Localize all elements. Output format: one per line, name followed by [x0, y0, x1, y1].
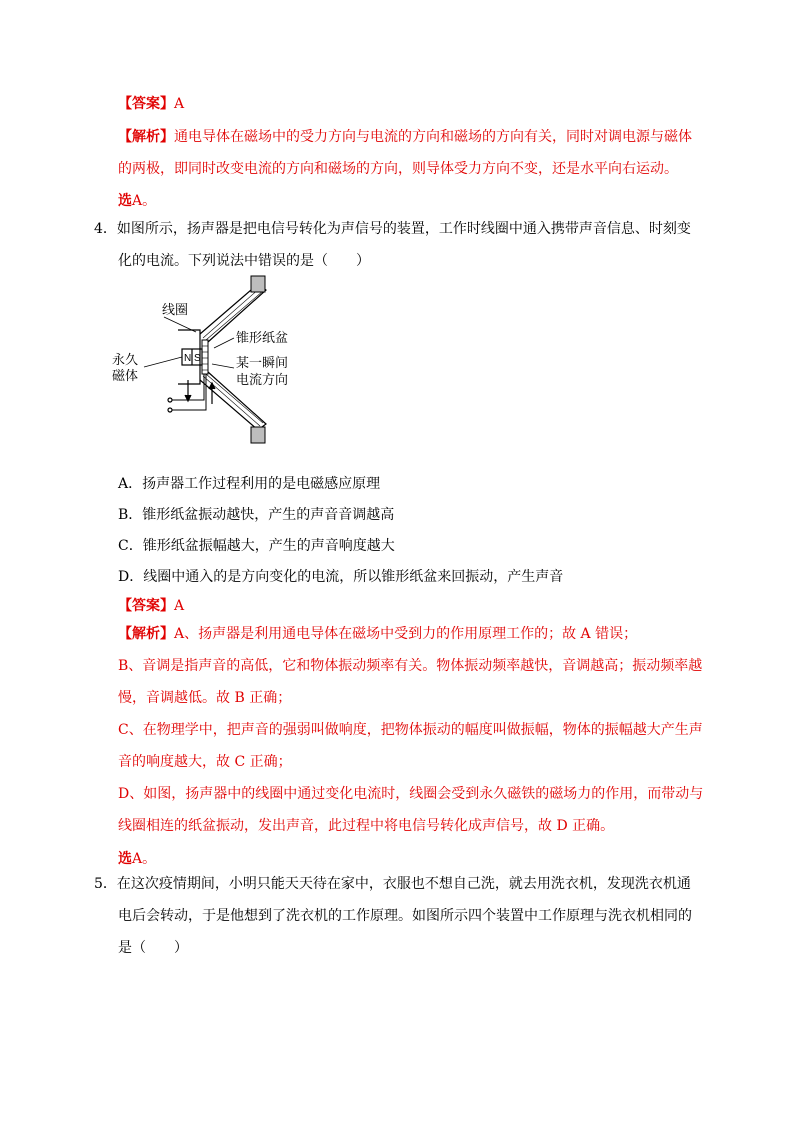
n-pole-label: N: [184, 353, 192, 364]
q5-number: 5．: [94, 876, 117, 892]
s-pole-label: S: [194, 353, 201, 364]
q4-answer-value: A: [174, 598, 185, 614]
q3-answer-line: [118, 94, 184, 114]
loudspeaker-figure: [108, 272, 308, 447]
q4-number: 4．: [94, 221, 117, 237]
magnet-label-bottom: 磁体: [112, 369, 139, 384]
q4-analysis-line-3: 慢，音调越低。故 B 正确；: [118, 690, 292, 706]
q4-analysis-text-1: A、扬声器是利用通电导体在磁场中受到力的作用原理工作的；故 A 错误；: [174, 626, 638, 642]
q5-stem-line-3: 是（ ）: [118, 940, 188, 956]
q4-analysis-line-2: B、音调是指声音的高低，它和物体振动频率有关。物体振动频率越快，音调越高；振动频率越: [118, 658, 703, 674]
q4-stem-line-1: [94, 219, 691, 239]
q4-option-b: B．锥形纸盆振动越快，产生的声音音调越高: [118, 507, 395, 523]
q4-answer-tag: 【答案】: [118, 598, 174, 614]
q4-choose-line: [118, 849, 156, 869]
q5-stem-text-1: 在这次疫情期间，小明只能天天待在家中，衣服也不想自己洗，就去用洗衣机，发现洗衣机通: [116, 876, 691, 892]
magnet-label-top: 永久: [112, 353, 139, 368]
terminal-2: [168, 408, 172, 412]
q3-choose-word: 选: [118, 193, 132, 209]
q4-analysis-line-6: D、如图，扬声器中的线圈中通过变化电流时，线圈会受到永久磁铁的磁场力的作用，而带动与: [118, 786, 704, 802]
q3-analysis-text-1: 通电导体在磁场中的受力方向与电流的方向和磁场的方向有关，同时对调电源与磁体: [174, 129, 692, 145]
q4-option-a: A．扬声器工作过程利用的是电磁感应原理: [118, 476, 381, 492]
q3-choose-value: A。: [132, 193, 157, 209]
q4-analysis-tag: 【解析】: [118, 626, 174, 642]
q4-analysis-line-1: [118, 624, 637, 644]
q4-option-c: C．锥形纸盆振幅越大，产生的声音响度越大: [118, 538, 395, 554]
q4-option-d: D．线圈中通入的是方向变化的电流，所以锥形纸盆来回振动，产生声音: [118, 569, 564, 585]
q5-stem-line-2: 电后会转动，于是他想到了洗衣机的工作原理。如图所示四个装置中工作原理与洗衣机相同的: [118, 908, 692, 924]
upper-frame-block: [251, 276, 265, 292]
instant-label-top: 某一瞬间: [236, 356, 289, 371]
terminal-1: [168, 398, 172, 402]
instant-label-bottom: 电流方向: [236, 373, 289, 388]
q4-stem-line-2: 化的电流。下列说法中错误的是（ ）: [118, 253, 370, 269]
q3-answer-tag: 【答案】: [118, 96, 174, 112]
lead-wire-2: [172, 374, 206, 410]
q4-answer-line: [118, 596, 184, 616]
lower-frame-block: [251, 427, 265, 443]
cone-label: 锥形纸盆: [236, 331, 289, 346]
q5-stem-line-1: [94, 874, 691, 894]
q3-analysis-line-1: [118, 127, 692, 147]
q4-analysis-line-4: C、在物理学中，把声音的强弱叫做响度，把物体振动的幅度叫做振幅，物体的振幅越大产生声: [118, 722, 703, 738]
q3-analysis-line-2: 的两极，即同时改变电流的方向和磁场的方向，则导体受力方向不变，还是水平向右运动。: [118, 161, 678, 177]
q4-choose-word: 选: [118, 851, 132, 867]
coil-label: 线圈: [162, 303, 189, 318]
q3-choose-line: [118, 191, 156, 211]
q4-analysis-line-7: 线圈相连的纸盆振动，发出声音，此过程中将电信号转化成声信号，故 D 正确。: [118, 818, 615, 834]
q3-analysis-tag: 【解析】: [118, 129, 174, 145]
coil: [202, 340, 208, 374]
q4-analysis-line-5: 音的响度越大，故 C 正确；: [118, 754, 292, 770]
q4-choose-value: A。: [132, 851, 157, 867]
q3-answer-value: A: [174, 96, 185, 112]
q4-stem-text-1: 如图所示，扬声器是把电信号转化为声信号的装置，工作时线圈中通入携带声音信息、时刻变: [116, 221, 691, 237]
